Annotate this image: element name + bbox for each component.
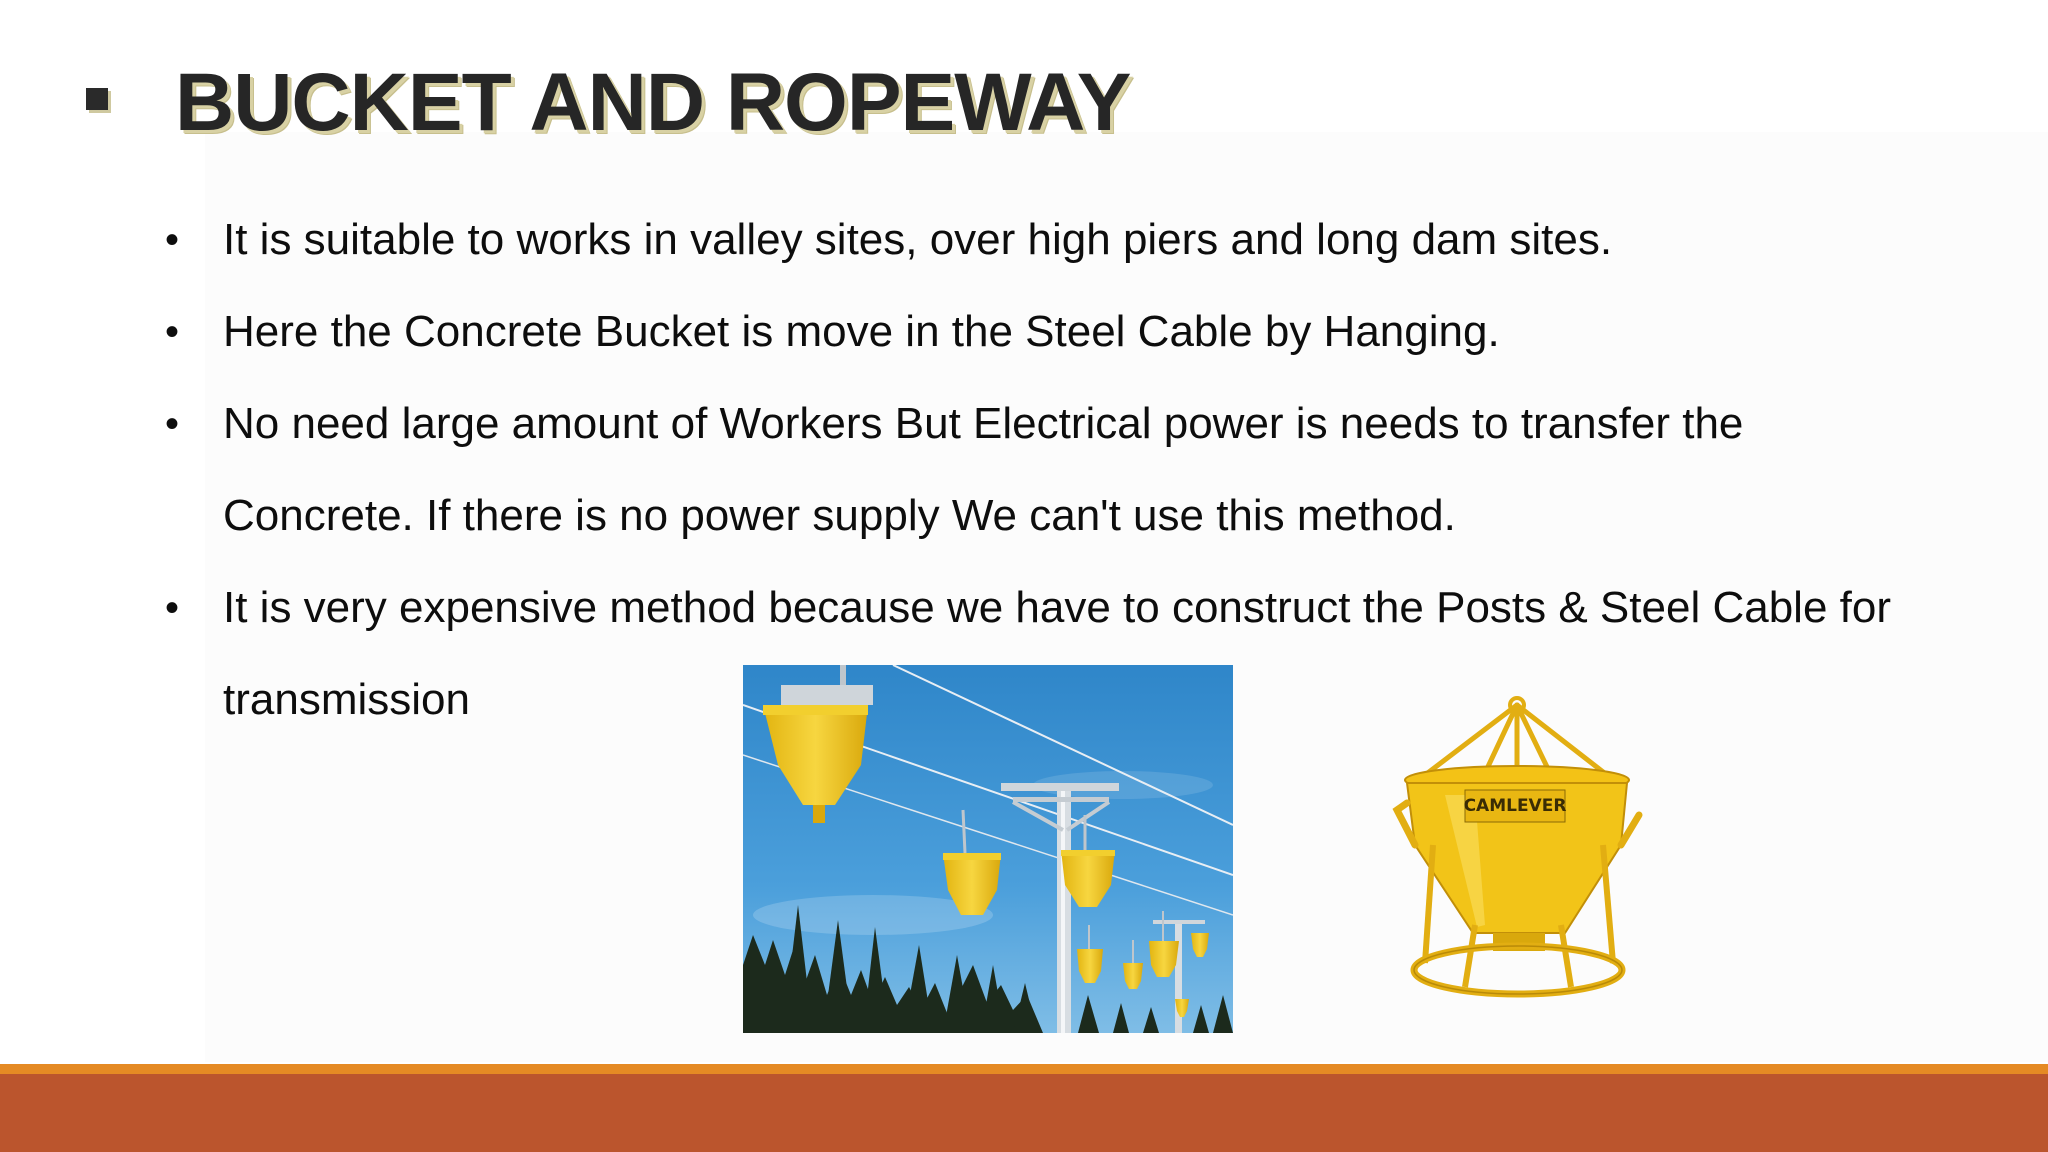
slide-title: BUCKET AND ROPEWAY	[175, 57, 1131, 148]
bullet-item	[160, 286, 1920, 378]
bullet-text: No need large amount of Workers But Electrical power is needs to transfer the Concrete. If there is no power supply We can't use this method.	[223, 399, 1744, 540]
concrete-bucket-image	[1385, 695, 1655, 1005]
bullet-item	[160, 194, 1920, 286]
bullet-list	[160, 194, 1920, 746]
bucket-brand-label: CAMLEVER	[1463, 796, 1567, 816]
footer-band	[0, 1074, 2048, 1152]
bullet-text: Here the Concrete Bucket is move in the Steel Cable by Hanging.	[223, 307, 1500, 356]
bullet-text: It is very expensive method because we have to construct the Posts & Steel Cable for transmission	[223, 583, 1891, 724]
ropeway-photo	[743, 665, 1233, 1033]
footer-accent-stripe	[0, 1064, 2048, 1074]
bullet-dot-icon: •	[165, 218, 180, 262]
bullet-dot-icon: •	[165, 586, 180, 630]
bullet-text: It is suitable to works in valley sites, over high piers and long dam sites.	[223, 215, 1613, 264]
title-square-bullet-icon	[86, 88, 108, 110]
bullet-item	[160, 378, 1920, 562]
bullet-dot-icon: •	[165, 310, 180, 354]
bullet-dot-icon: •	[165, 402, 180, 446]
